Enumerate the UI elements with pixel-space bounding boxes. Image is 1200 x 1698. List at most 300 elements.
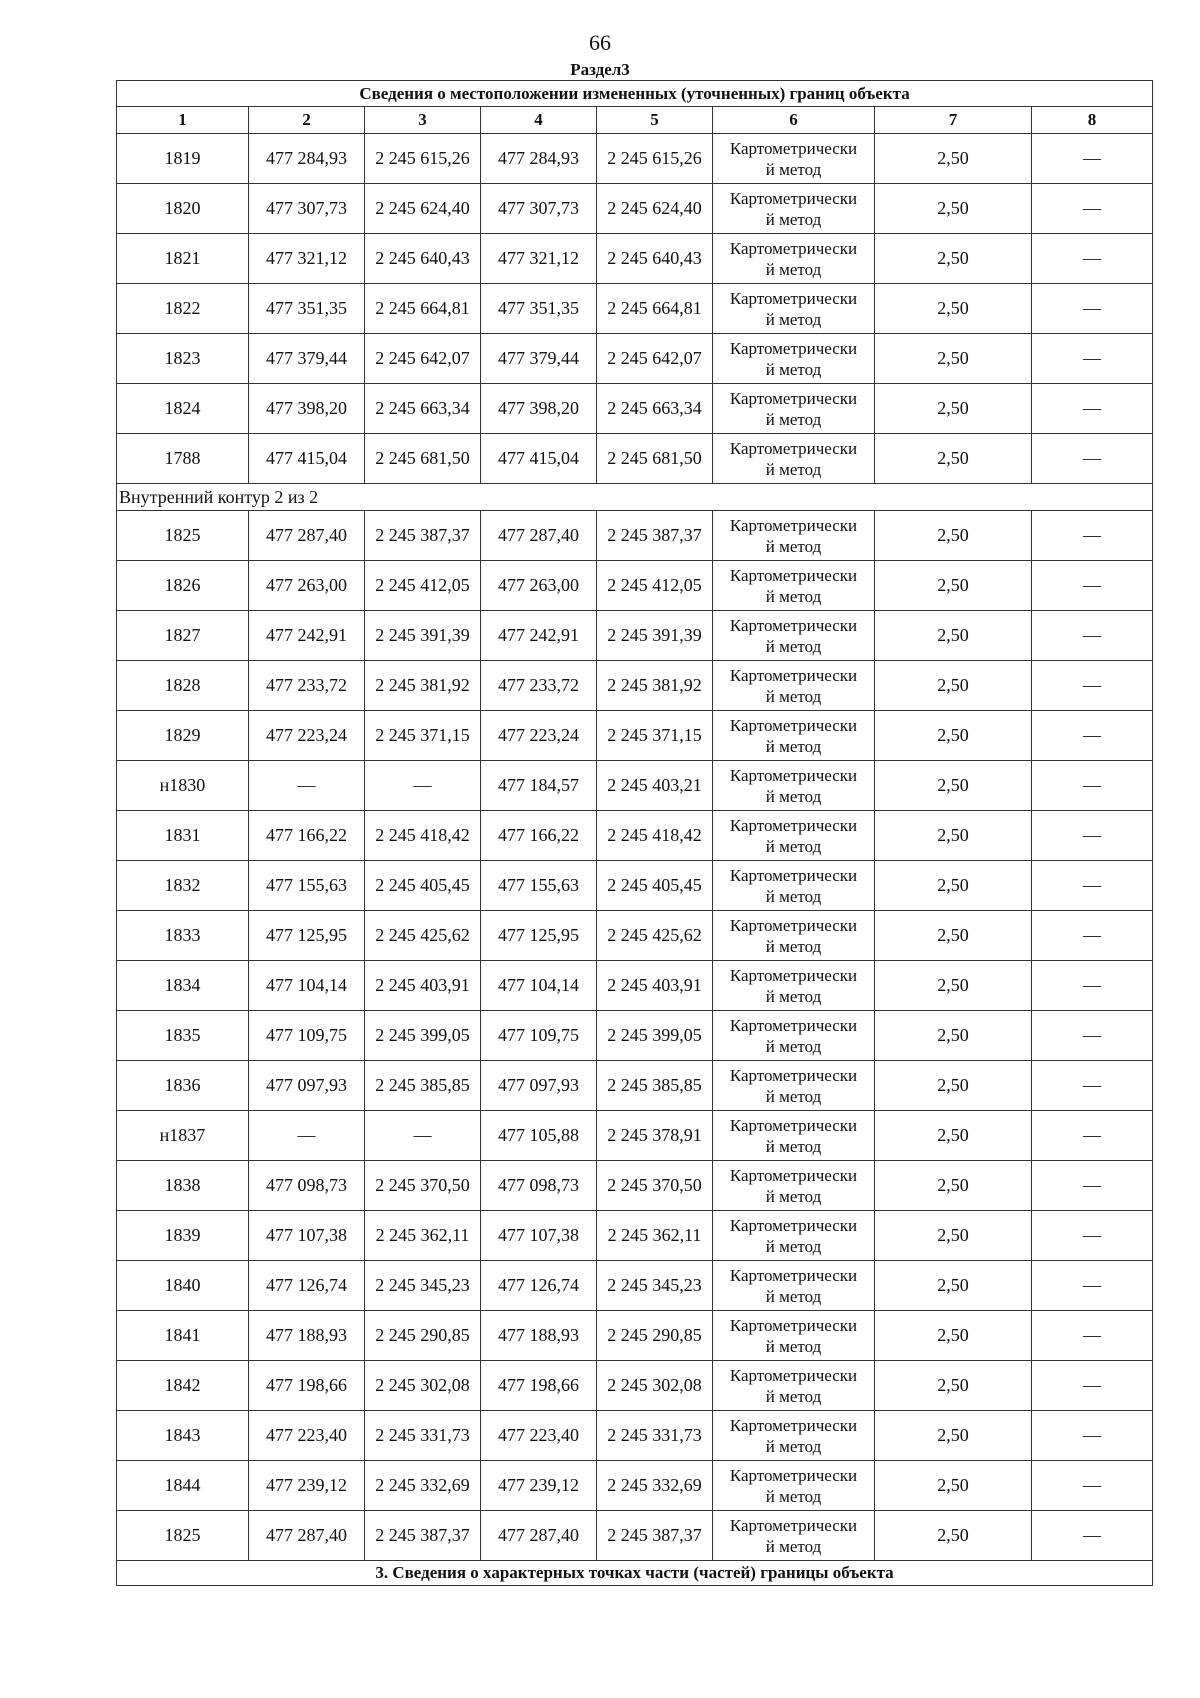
cell-y-old: 2 245 331,73 (365, 1411, 481, 1461)
method-line1: Картометрически (729, 1515, 858, 1535)
cell-accuracy: 2,50 (875, 1311, 1032, 1361)
cell-extra: — (1032, 384, 1153, 434)
method-line2: й метод (765, 259, 822, 279)
cell-method (713, 911, 875, 961)
cell-extra: — (1032, 334, 1153, 384)
cell-method (713, 511, 875, 561)
cell-x-old: 477 107,38 (249, 1211, 365, 1261)
cell-x-new: 477 287,40 (481, 511, 597, 561)
method-line1: Картометрически (729, 338, 858, 358)
cell-y-new: 2 245 399,05 (597, 1011, 713, 1061)
method-line2: й метод (765, 886, 822, 906)
cell-accuracy: 2,50 (875, 134, 1032, 184)
cell-x-old: 477 287,40 (249, 1511, 365, 1561)
cell-x-old: 477 233,72 (249, 661, 365, 711)
method-line2: й метод (765, 786, 822, 806)
column-number: 7 (875, 107, 1032, 134)
cell-y-new: 2 245 385,85 (597, 1061, 713, 1111)
cell-x-old: 477 263,00 (249, 561, 365, 611)
cell-point: 1834 (117, 961, 249, 1011)
cell-point: 1840 (117, 1261, 249, 1311)
table-row (117, 284, 1153, 334)
cell-y-new: 2 245 331,73 (597, 1411, 713, 1461)
cell-y-old: 2 245 385,85 (365, 1061, 481, 1111)
cell-accuracy: 2,50 (875, 234, 1032, 284)
cell-method (713, 334, 875, 384)
table-row (117, 961, 1153, 1011)
cell-y-old: 2 245 391,39 (365, 611, 481, 661)
cell-y-new: 2 245 640,43 (597, 234, 713, 284)
cell-y-new: 2 245 370,50 (597, 1161, 713, 1211)
cell-method (713, 284, 875, 334)
cell-method (713, 561, 875, 611)
cell-x-old: 477 223,40 (249, 1411, 365, 1461)
method-line1: Картометрически (729, 1015, 858, 1035)
cell-y-new: 2 245 371,15 (597, 711, 713, 761)
cell-y-new: 2 245 403,21 (597, 761, 713, 811)
table-row (117, 1261, 1153, 1311)
cell-y-new: 2 245 290,85 (597, 1311, 713, 1361)
cell-point: 1832 (117, 861, 249, 911)
cell-accuracy: 2,50 (875, 184, 1032, 234)
cell-accuracy: 2,50 (875, 1111, 1032, 1161)
cell-point: 1827 (117, 611, 249, 661)
cell-point: 1829 (117, 711, 249, 761)
method-line2: й метод (765, 159, 822, 179)
cell-method (713, 1061, 875, 1111)
cell-point: 1828 (117, 661, 249, 711)
table-row (117, 1111, 1153, 1161)
cell-x-old: — (249, 761, 365, 811)
cell-y-old: 2 245 362,11 (365, 1211, 481, 1261)
cell-x-new: 477 107,38 (481, 1211, 597, 1261)
cell-y-old: 2 245 370,50 (365, 1161, 481, 1211)
cell-extra: — (1032, 184, 1153, 234)
cell-x-old: 477 284,93 (249, 134, 365, 184)
cell-x-new: 477 126,74 (481, 1261, 597, 1311)
cell-x-old: 477 379,44 (249, 334, 365, 384)
cell-point: н1837 (117, 1111, 249, 1161)
method-line1: Картометрически (729, 965, 858, 985)
method-line2: й метод (765, 536, 822, 556)
cell-method (713, 1011, 875, 1061)
cell-y-old: 2 245 418,42 (365, 811, 481, 861)
cell-y-new: 2 245 412,05 (597, 561, 713, 611)
cell-point: 1826 (117, 561, 249, 611)
table-row (117, 1461, 1153, 1511)
cell-y-old: 2 245 403,91 (365, 961, 481, 1011)
cell-method (713, 134, 875, 184)
column-number: 3 (365, 107, 481, 134)
cell-point: 1820 (117, 184, 249, 234)
cell-x-new: 477 239,12 (481, 1461, 597, 1511)
cell-y-old: 2 245 642,07 (365, 334, 481, 384)
cell-x-new: 477 098,73 (481, 1161, 597, 1211)
cell-accuracy: 2,50 (875, 811, 1032, 861)
cell-y-old: 2 245 405,45 (365, 861, 481, 911)
cell-y-old: 2 245 290,85 (365, 1311, 481, 1361)
table-caption: Сведения о местоположении измененных (уточненных) границ объекта (117, 81, 1153, 107)
cell-extra: — (1032, 961, 1153, 1011)
cell-y-old: 2 245 332,69 (365, 1461, 481, 1511)
cell-method (713, 711, 875, 761)
cell-extra: — (1032, 284, 1153, 334)
cell-x-new: 477 105,88 (481, 1111, 597, 1161)
cell-accuracy: 2,50 (875, 1361, 1032, 1411)
method-line1: Картометрически (729, 1165, 858, 1185)
cell-method (713, 1511, 875, 1561)
cell-x-new: 477 109,75 (481, 1011, 597, 1061)
cell-accuracy: 2,50 (875, 511, 1032, 561)
cell-x-new: 477 166,22 (481, 811, 597, 861)
cell-x-old: 477 351,35 (249, 284, 365, 334)
method-line2: й метод (765, 1436, 822, 1456)
cell-point: 1841 (117, 1311, 249, 1361)
cell-method (713, 811, 875, 861)
cell-x-old: 477 126,74 (249, 1261, 365, 1311)
cell-extra: — (1032, 1211, 1153, 1261)
cell-accuracy: 2,50 (875, 334, 1032, 384)
cell-method (713, 184, 875, 234)
method-line2: й метод (765, 1236, 822, 1256)
table-row (117, 1061, 1153, 1111)
cell-extra: — (1032, 761, 1153, 811)
cell-accuracy: 2,50 (875, 1461, 1032, 1511)
cell-y-new: 2 245 425,62 (597, 911, 713, 961)
method-line2: й метод (765, 1486, 822, 1506)
cell-extra: — (1032, 1111, 1153, 1161)
method-line1: Картометрически (729, 815, 858, 835)
cell-y-old: 2 245 640,43 (365, 234, 481, 284)
cell-x-new: 477 155,63 (481, 861, 597, 911)
cell-x-old: 477 155,63 (249, 861, 365, 911)
coordinates-table (116, 80, 1153, 1586)
cell-y-old: 2 245 615,26 (365, 134, 481, 184)
method-line2: й метод (765, 459, 822, 479)
method-line2: й метод (765, 936, 822, 956)
cell-x-new: 477 223,40 (481, 1411, 597, 1461)
cell-method (713, 861, 875, 911)
cell-x-old: 477 307,73 (249, 184, 365, 234)
cell-extra: — (1032, 911, 1153, 961)
method-line2: й метод (765, 1286, 822, 1306)
cell-x-old: 477 125,95 (249, 911, 365, 961)
cell-x-old: 477 188,93 (249, 1311, 365, 1361)
table-row (117, 711, 1153, 761)
cell-x-old: 477 242,91 (249, 611, 365, 661)
method-line2: й метод (765, 1136, 822, 1156)
cell-point: 1831 (117, 811, 249, 861)
cell-method (713, 1261, 875, 1311)
cell-x-old: — (249, 1111, 365, 1161)
cell-y-new: 2 245 642,07 (597, 334, 713, 384)
method-line1: Картометрически (729, 565, 858, 585)
table-row (117, 1311, 1153, 1361)
table-row (117, 1011, 1153, 1061)
method-line1: Картометрически (729, 438, 858, 458)
table-row (117, 1511, 1153, 1561)
cell-accuracy: 2,50 (875, 561, 1032, 611)
cell-x-new: 477 287,40 (481, 1511, 597, 1561)
cell-y-old: 2 245 399,05 (365, 1011, 481, 1061)
table-row (117, 1361, 1153, 1411)
cell-y-new: 2 245 391,39 (597, 611, 713, 661)
method-line1: Картометрически (729, 1115, 858, 1135)
cell-method (713, 761, 875, 811)
table-row (117, 134, 1153, 184)
table-row (117, 811, 1153, 861)
cell-extra: — (1032, 611, 1153, 661)
footer-caption-row (117, 1561, 1153, 1586)
cell-extra: — (1032, 1461, 1153, 1511)
cell-x-new: 477 351,35 (481, 284, 597, 334)
cell-y-new: 2 245 624,40 (597, 184, 713, 234)
cell-y-new: 2 245 664,81 (597, 284, 713, 334)
method-line2: й метод (765, 1086, 822, 1106)
method-line1: Картометрически (729, 765, 858, 785)
cell-extra: — (1032, 234, 1153, 284)
table-row (117, 1161, 1153, 1211)
cell-point: 1821 (117, 234, 249, 284)
cell-accuracy: 2,50 (875, 1061, 1032, 1111)
cell-extra: — (1032, 1311, 1153, 1361)
method-line2: й метод (765, 836, 822, 856)
cell-extra: — (1032, 434, 1153, 484)
cell-y-old: 2 245 345,23 (365, 1261, 481, 1311)
method-line2: й метод (765, 409, 822, 429)
cell-point: 1843 (117, 1411, 249, 1461)
cell-y-old: 2 245 681,50 (365, 434, 481, 484)
cell-x-new: 477 263,00 (481, 561, 597, 611)
cell-method (713, 384, 875, 434)
method-line1: Картометрически (729, 715, 858, 735)
method-line1: Картометрически (729, 288, 858, 308)
cell-x-new: 477 097,93 (481, 1061, 597, 1111)
cell-y-new: 2 245 332,69 (597, 1461, 713, 1511)
table-row (117, 1211, 1153, 1261)
cell-extra: — (1032, 1161, 1153, 1211)
column-number: 2 (249, 107, 365, 134)
cell-extra: — (1032, 511, 1153, 561)
cell-y-new: 2 245 418,42 (597, 811, 713, 861)
cell-accuracy: 2,50 (875, 1011, 1032, 1061)
cell-x-new: 477 184,57 (481, 761, 597, 811)
cell-y-new: 2 245 615,26 (597, 134, 713, 184)
method-line1: Картометрически (729, 1315, 858, 1335)
column-number: 8 (1032, 107, 1153, 134)
cell-extra: — (1032, 811, 1153, 861)
method-line2: й метод (765, 359, 822, 379)
cell-x-new: 477 321,12 (481, 234, 597, 284)
cell-method (713, 1311, 875, 1361)
table-row (117, 384, 1153, 434)
cell-x-new: 477 398,20 (481, 384, 597, 434)
cell-method (713, 1461, 875, 1511)
table-row (117, 861, 1153, 911)
cell-y-new: 2 245 663,34 (597, 384, 713, 434)
method-line2: й метод (765, 736, 822, 756)
cell-extra: — (1032, 1011, 1153, 1061)
table-caption-row (117, 81, 1153, 107)
cell-method (713, 661, 875, 711)
cell-x-old: 477 239,12 (249, 1461, 365, 1511)
cell-y-new: 2 245 345,23 (597, 1261, 713, 1311)
cell-x-new: 477 415,04 (481, 434, 597, 484)
column-number: 1 (117, 107, 249, 134)
cell-y-old: 2 245 425,62 (365, 911, 481, 961)
cell-accuracy: 2,50 (875, 1511, 1032, 1561)
method-line1: Картометрически (729, 1215, 858, 1235)
cell-x-old: 477 321,12 (249, 234, 365, 284)
cell-method (713, 1211, 875, 1261)
cell-point: 1823 (117, 334, 249, 384)
method-line2: й метод (765, 686, 822, 706)
cell-accuracy: 2,50 (875, 661, 1032, 711)
table-row (117, 561, 1153, 611)
cell-accuracy: 2,50 (875, 861, 1032, 911)
method-line1: Картометрически (729, 515, 858, 535)
cell-point: 1839 (117, 1211, 249, 1261)
method-line2: й метод (765, 209, 822, 229)
page-number: 66 (589, 30, 611, 55)
cell-point: 1819 (117, 134, 249, 184)
cell-method (713, 1161, 875, 1211)
method-line2: й метод (765, 1036, 822, 1056)
cell-accuracy: 2,50 (875, 711, 1032, 761)
cell-extra: — (1032, 561, 1153, 611)
cell-x-new: 477 233,72 (481, 661, 597, 711)
cell-accuracy: 2,50 (875, 434, 1032, 484)
method-line2: й метод (765, 1186, 822, 1206)
method-line1: Картометрически (729, 138, 858, 158)
cell-accuracy: 2,50 (875, 1261, 1032, 1311)
cell-x-new: 477 104,14 (481, 961, 597, 1011)
section-title: Раздел3 (570, 60, 630, 79)
table-row (117, 511, 1153, 561)
cell-x-old: 477 098,73 (249, 1161, 365, 1211)
method-line1: Картометрически (729, 915, 858, 935)
cell-accuracy: 2,50 (875, 961, 1032, 1011)
contour-label: Внутренний контур 2 из 2 (117, 484, 1153, 511)
cell-x-new: 477 379,44 (481, 334, 597, 384)
table-row (117, 761, 1153, 811)
cell-accuracy: 2,50 (875, 611, 1032, 661)
cell-point: 1835 (117, 1011, 249, 1061)
method-line1: Картометрически (729, 1065, 858, 1085)
method-line1: Картометрически (729, 238, 858, 258)
cell-method (713, 961, 875, 1011)
cell-point: 1824 (117, 384, 249, 434)
cell-x-new: 477 242,91 (481, 611, 597, 661)
cell-y-new: 2 245 378,91 (597, 1111, 713, 1161)
cell-y-old: 2 245 412,05 (365, 561, 481, 611)
table-row (117, 611, 1153, 661)
table-row (117, 911, 1153, 961)
cell-x-new: 477 125,95 (481, 911, 597, 961)
cell-accuracy: 2,50 (875, 1411, 1032, 1461)
cell-x-new: 477 307,73 (481, 184, 597, 234)
method-line2: й метод (765, 986, 822, 1006)
column-number: 6 (713, 107, 875, 134)
cell-point: 1822 (117, 284, 249, 334)
column-numbers-row (117, 107, 1153, 134)
cell-accuracy: 2,50 (875, 284, 1032, 334)
cell-x-old: 477 109,75 (249, 1011, 365, 1061)
cell-x-new: 477 284,93 (481, 134, 597, 184)
cell-accuracy: 2,50 (875, 1161, 1032, 1211)
cell-x-new: 477 223,24 (481, 711, 597, 761)
cell-y-old: 2 245 664,81 (365, 284, 481, 334)
cell-y-old: 2 245 371,15 (365, 711, 481, 761)
method-line2: й метод (765, 1386, 822, 1406)
cell-accuracy: 2,50 (875, 761, 1032, 811)
method-line1: Картометрически (729, 665, 858, 685)
contour-label-row (117, 484, 1153, 511)
cell-extra: — (1032, 1361, 1153, 1411)
cell-y-new: 2 245 387,37 (597, 1511, 713, 1561)
cell-point: 1825 (117, 1511, 249, 1561)
method-line2: й метод (765, 309, 822, 329)
column-number: 4 (481, 107, 597, 134)
method-line1: Картометрически (729, 865, 858, 885)
cell-accuracy: 2,50 (875, 1211, 1032, 1261)
cell-y-old: — (365, 761, 481, 811)
cell-method (713, 1111, 875, 1161)
cell-y-old: 2 245 302,08 (365, 1361, 481, 1411)
method-line2: й метод (765, 586, 822, 606)
column-number: 5 (597, 107, 713, 134)
cell-x-old: 477 166,22 (249, 811, 365, 861)
method-line2: й метод (765, 1336, 822, 1356)
cell-extra: — (1032, 1061, 1153, 1111)
cell-x-old: 477 223,24 (249, 711, 365, 761)
cell-point: 1825 (117, 511, 249, 561)
method-line2: й метод (765, 636, 822, 656)
cell-x-old: 477 198,66 (249, 1361, 365, 1411)
cell-x-old: 477 104,14 (249, 961, 365, 1011)
cell-point: 1836 (117, 1061, 249, 1111)
cell-extra: — (1032, 861, 1153, 911)
cell-y-old: 2 245 387,37 (365, 511, 481, 561)
cell-x-old: 477 415,04 (249, 434, 365, 484)
method-line1: Картометрически (729, 188, 858, 208)
cell-y-new: 2 245 403,91 (597, 961, 713, 1011)
method-line1: Картометрически (729, 1365, 858, 1385)
method-line2: й метод (765, 1536, 822, 1556)
cell-point: 1838 (117, 1161, 249, 1211)
cell-extra: — (1032, 134, 1153, 184)
cell-x-old: 477 287,40 (249, 511, 365, 561)
cell-y-new: 2 245 387,37 (597, 511, 713, 561)
cell-x-new: 477 198,66 (481, 1361, 597, 1411)
cell-y-new: 2 245 405,45 (597, 861, 713, 911)
method-line1: Картометрически (729, 1265, 858, 1285)
cell-method (713, 1361, 875, 1411)
cell-method (713, 434, 875, 484)
cell-point: 1842 (117, 1361, 249, 1411)
cell-accuracy: 2,50 (875, 911, 1032, 961)
cell-method (713, 234, 875, 284)
method-line1: Картометрически (729, 615, 858, 635)
table-row (117, 661, 1153, 711)
cell-y-old: 2 245 663,34 (365, 384, 481, 434)
cell-y-old: 2 245 624,40 (365, 184, 481, 234)
cell-extra: — (1032, 1511, 1153, 1561)
cell-y-new: 2 245 362,11 (597, 1211, 713, 1261)
method-line1: Картометрически (729, 1465, 858, 1485)
cell-point: 1844 (117, 1461, 249, 1511)
method-line1: Картометрически (729, 1415, 858, 1435)
